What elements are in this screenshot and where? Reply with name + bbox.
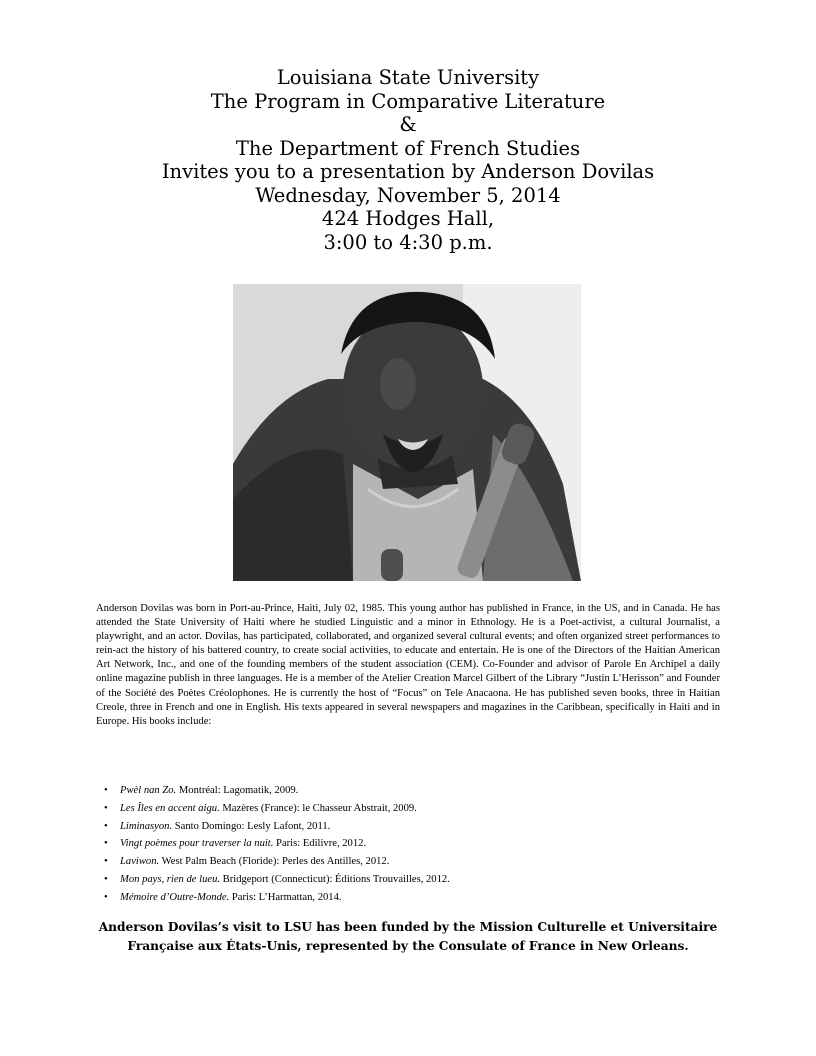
university-name: Louisiana State University [276, 66, 540, 89]
list-item [104, 782, 704, 800]
ampersand: & [399, 113, 417, 136]
bullet-icon: • [104, 820, 108, 832]
event-location: 424 Hodges Hall, [321, 207, 495, 230]
event-time: 3:00 to 4:30 p.m. [323, 230, 493, 254]
book-details: Bridgeport (Connecticut): Éditions Trouvailles, 2012. [220, 873, 450, 885]
program-name: The Program in Comparative Literature [210, 89, 606, 113]
department-name: The Department of French Studies [235, 136, 581, 160]
book-details: Santo Domingo: Lesly Lafont, 2011. [172, 820, 331, 832]
list-item [104, 835, 704, 853]
list-item [104, 818, 704, 836]
bullet-icon: • [104, 838, 108, 850]
bullet-icon: • [104, 873, 108, 885]
bullet-icon: • [104, 856, 108, 868]
list-item [104, 800, 704, 818]
list-item [104, 853, 704, 871]
funding-note [60, 918, 756, 956]
book-title: Mon pays, rien de lueu. [120, 873, 221, 885]
funding-line: Anderson Dovilas’s visit to LSU has been funded by the Mission Culturelle et Universitaire [98, 920, 718, 934]
list-item [104, 889, 704, 907]
book-details: Mazères (France): le Chasseur Abstrait, 2009. [219, 802, 417, 814]
book-details: Paris: Edilivre, 2012. [273, 838, 367, 850]
speaker-photo [233, 284, 581, 581]
book-title: Laviwon. [120, 856, 160, 868]
book-details: Montréal: Lagomatik, 2009. [176, 785, 299, 796]
invitation-line: Invites you to a presentation by Anderson Dovilas [161, 160, 655, 183]
funding-line: Française aux États-Unis, represented by the Consulate of France in New Orleans. [127, 939, 689, 953]
event-header [0, 66, 816, 254]
book-title: Mémoire d’Outre-Monde. [120, 891, 230, 903]
list-item [104, 871, 704, 889]
bullet-icon: • [104, 891, 108, 903]
book-title: Les Îles en accent aigu. [120, 802, 220, 814]
book-title: Vingt poèmes pour traverser la nuit. [120, 838, 274, 850]
bullet-icon: • [104, 785, 108, 796]
book-details: Paris: L’Harmattan, 2014. [229, 891, 342, 903]
book-details: West Palm Beach (Floride): Perles des Antilles, 2012. [159, 856, 390, 868]
bullet-icon: • [104, 802, 108, 814]
event-date: Wednesday, November 5, 2014 [255, 183, 561, 207]
books-list [104, 782, 704, 907]
book-title: Pwèl nan Zo. [120, 785, 177, 796]
speaker-bio: Anderson Dovilas was born in Port-au-Prince, Haiti, July 02, 1985. This young author has published in France, in the US, and in Canada. He has attended the State University of Haiti where he studied Linguistic and a minor in Ethnology. He is a Poet-activist, a cultural Journalist, a playwright, and an actor. Dovilas, has participated, collaborated, and organized several cultural events; and often organized street performances to rein-act the history of his battered country, to create social activities, to educate and entertain. He is one of the Directors of the Haitian American Art Network, Inc., and one of the founding members of the student association (CEM). Co-Founder and advisor of Parole En Archipel a daily online magazine publish in three languages. He is a member of the Atelier Creation Marcel Gilbert of the Library “Justin L’Herisson” and Founder of the Société des Poètes Créolophones. He is currently the host of “Focus” on Tele Anacaona. He has published seven books, three in Haitian Creole, three in French and one in English. His texts appeared in several newspapers and magazines in the Caribbean, specifically in Haiti and in Europe. His books include: [96, 603, 720, 727]
book-title: Liminasyon. [120, 820, 173, 832]
